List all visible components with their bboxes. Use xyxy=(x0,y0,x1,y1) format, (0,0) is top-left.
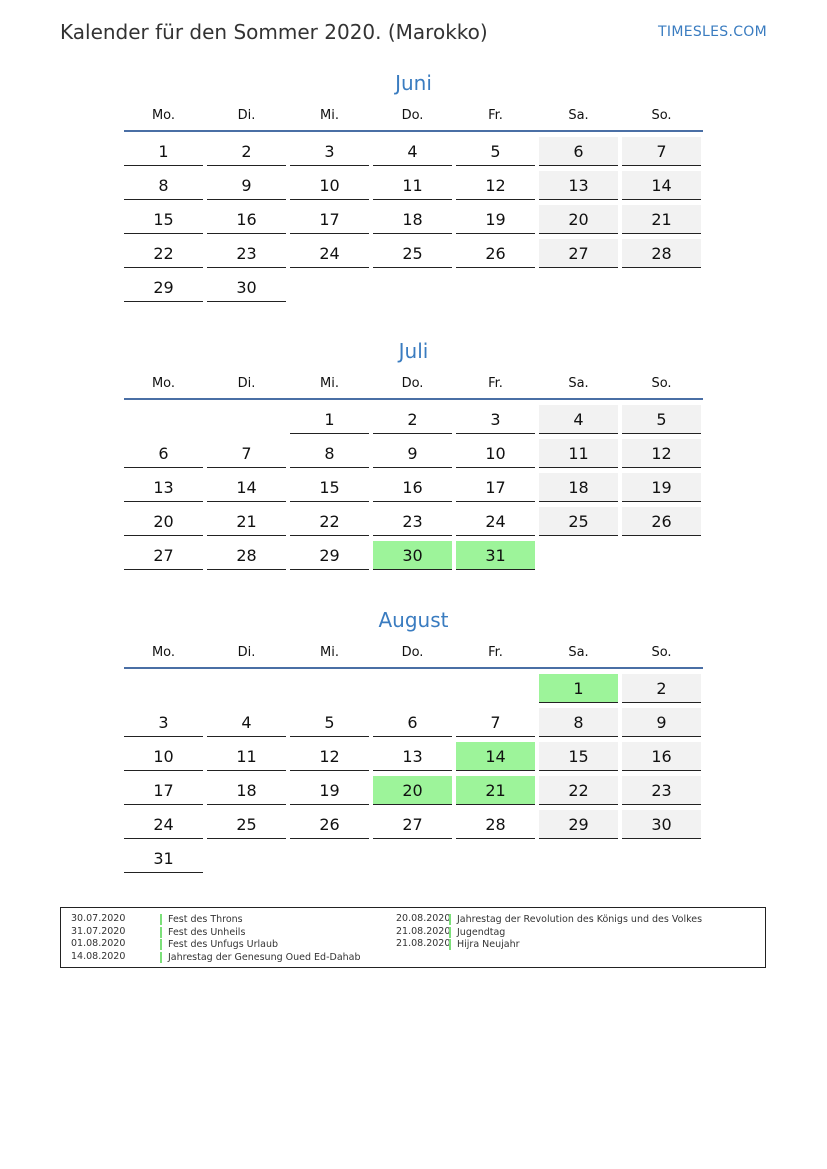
day-cell[interactable]: 17 xyxy=(290,205,369,234)
legend-item xyxy=(71,925,246,939)
day-cell[interactable]: 23 xyxy=(373,507,452,536)
day-cell-holiday[interactable]: 31 xyxy=(456,541,535,570)
day-cell[interactable]: 13 xyxy=(373,742,452,771)
day-cell[interactable]: 17 xyxy=(124,776,203,805)
legend-holiday-name: Fest des Throns xyxy=(160,914,243,925)
weekday-label: Mo. xyxy=(151,645,176,660)
day-cell[interactable]: 12 xyxy=(456,171,535,200)
legend-item xyxy=(396,913,703,926)
day-cell[interactable]: 10 xyxy=(124,742,203,771)
day-cell[interactable]: 6 xyxy=(539,137,618,166)
day-cell[interactable]: 24 xyxy=(290,239,369,268)
legend-holiday-name: Fest des Unfugs Urlaub xyxy=(160,939,278,950)
weekday-label: So. xyxy=(651,376,672,391)
weekday-label: Fr. xyxy=(488,645,503,660)
day-cell[interactable]: 1 xyxy=(290,405,369,434)
weekday-label: Di. xyxy=(237,645,256,660)
day-cell[interactable]: 28 xyxy=(456,810,535,839)
day-cell[interactable]: 28 xyxy=(207,541,286,570)
day-cell[interactable]: 5 xyxy=(456,137,535,166)
day-grid xyxy=(124,405,703,570)
day-cell[interactable]: 29 xyxy=(290,541,369,570)
day-cell[interactable]: 10 xyxy=(290,171,369,200)
empty-cell xyxy=(124,405,203,434)
empty-cell xyxy=(290,674,369,703)
day-cell[interactable]: 7 xyxy=(456,708,535,737)
day-cell[interactable]: 16 xyxy=(207,205,286,234)
weekday-label: Mi. xyxy=(320,645,339,660)
day-cell[interactable]: 25 xyxy=(373,239,452,268)
day-grid xyxy=(124,674,703,873)
day-cell[interactable]: 24 xyxy=(124,810,203,839)
legend-item xyxy=(396,938,520,951)
day-cell[interactable]: 12 xyxy=(622,439,701,468)
legend-date: 30.07.2020 xyxy=(71,913,126,924)
day-cell[interactable]: 3 xyxy=(290,137,369,166)
day-cell[interactable]: 4 xyxy=(373,137,452,166)
day-cell[interactable]: 11 xyxy=(373,171,452,200)
weekday-header xyxy=(124,102,703,132)
day-cell[interactable]: 14 xyxy=(622,171,701,200)
weekday-label: Fr. xyxy=(488,376,503,391)
day-cell[interactable]: 9 xyxy=(207,171,286,200)
day-cell[interactable]: 18 xyxy=(373,205,452,234)
day-cell[interactable]: 8 xyxy=(124,171,203,200)
weekday-label: Fr. xyxy=(488,108,503,123)
empty-cell xyxy=(124,674,203,703)
empty-cell xyxy=(207,674,286,703)
day-cell[interactable]: 16 xyxy=(622,742,701,771)
legend-holiday-name: Jahrestag der Genesung Oued Ed-Dahab xyxy=(160,952,361,963)
legend-item xyxy=(71,913,243,926)
day-cell[interactable]: 2 xyxy=(207,137,286,166)
day-cell[interactable]: 3 xyxy=(124,708,203,737)
day-cell[interactable]: 18 xyxy=(207,776,286,805)
legend-date: 14.08.2020 xyxy=(71,950,126,962)
day-cell[interactable]: 27 xyxy=(373,810,452,839)
month-august xyxy=(124,607,703,873)
day-cell[interactable]: 19 xyxy=(622,473,701,502)
day-cell[interactable]: 30 xyxy=(207,273,286,302)
month-juli xyxy=(124,338,703,570)
weekday-label: Mi. xyxy=(320,108,339,123)
day-cell[interactable]: 29 xyxy=(124,273,203,302)
legend-holiday-name: Jahrestag der Revolution des Königs und des Volkes xyxy=(449,914,702,925)
weekday-label: Di. xyxy=(237,376,256,391)
legend-item xyxy=(396,925,506,939)
day-cell[interactable]: 24 xyxy=(456,507,535,536)
day-cell[interactable]: 15 xyxy=(290,473,369,502)
legend-holiday-name: Jugendtag xyxy=(449,927,505,938)
weekday-label: Sa. xyxy=(568,645,589,660)
legend-column-right xyxy=(396,913,703,951)
weekday-label: Sa. xyxy=(568,376,589,391)
day-cell[interactable]: 13 xyxy=(124,473,203,502)
day-cell[interactable]: 4 xyxy=(207,708,286,737)
day-grid xyxy=(124,137,703,302)
month-juni xyxy=(124,70,703,302)
day-cell-holiday[interactable]: 20 xyxy=(373,776,452,805)
legend-date: 01.08.2020 xyxy=(71,938,126,949)
day-cell[interactable]: 28 xyxy=(622,239,701,268)
day-cell[interactable]: 1 xyxy=(124,137,203,166)
weekday-label: So. xyxy=(651,645,672,660)
day-cell[interactable]: 8 xyxy=(539,708,618,737)
legend-holiday-name: Fest des Unheils xyxy=(160,927,245,938)
day-cell[interactable]: 6 xyxy=(373,708,452,737)
day-cell[interactable]: 21 xyxy=(622,205,701,234)
day-cell[interactable]: 13 xyxy=(539,171,618,200)
empty-cell xyxy=(456,674,535,703)
weekday-label: Di. xyxy=(237,108,256,123)
day-cell[interactable]: 25 xyxy=(207,810,286,839)
day-cell-holiday[interactable]: 21 xyxy=(456,776,535,805)
day-cell[interactable]: 2 xyxy=(622,674,701,703)
empty-cell xyxy=(373,674,452,703)
day-cell[interactable]: 26 xyxy=(290,810,369,839)
day-cell[interactable]: 22 xyxy=(539,776,618,805)
weekday-label: Mo. xyxy=(151,376,176,391)
day-cell[interactable]: 27 xyxy=(124,541,203,570)
day-cell[interactable]: 19 xyxy=(290,776,369,805)
day-cell[interactable]: 12 xyxy=(290,742,369,771)
holiday-legend xyxy=(60,907,766,968)
day-cell[interactable]: 21 xyxy=(207,507,286,536)
day-cell[interactable]: 25 xyxy=(539,507,618,536)
day-cell[interactable]: 6 xyxy=(124,439,203,468)
day-cell[interactable]: 4 xyxy=(539,405,618,434)
weekday-label: Sa. xyxy=(568,108,589,123)
day-cell[interactable]: 23 xyxy=(622,776,701,805)
day-cell[interactable]: 9 xyxy=(373,439,452,468)
weekday-header xyxy=(124,370,703,400)
month-name: Juni xyxy=(395,71,432,95)
day-cell[interactable]: 27 xyxy=(539,239,618,268)
day-cell[interactable]: 5 xyxy=(622,405,701,434)
day-cell[interactable]: 18 xyxy=(539,473,618,502)
day-cell[interactable]: 15 xyxy=(539,742,618,771)
day-cell[interactable]: 2 xyxy=(373,405,452,434)
day-cell[interactable]: 10 xyxy=(456,439,535,468)
day-cell[interactable]: 30 xyxy=(622,810,701,839)
month-name: Juli xyxy=(398,339,429,363)
legend-date: 21.08.2020 xyxy=(396,925,451,937)
legend-date: 20.08.2020 xyxy=(396,913,451,924)
legend-column-left xyxy=(71,913,361,963)
weekday-label: Mi. xyxy=(320,376,339,391)
day-cell[interactable]: 22 xyxy=(124,239,203,268)
day-cell[interactable]: 8 xyxy=(290,439,369,468)
legend-date: 31.07.2020 xyxy=(71,925,126,937)
legend-item xyxy=(71,950,361,964)
day-cell[interactable]: 23 xyxy=(207,239,286,268)
weekday-label: Do. xyxy=(401,376,424,391)
day-cell[interactable]: 15 xyxy=(124,205,203,234)
day-cell[interactable]: 11 xyxy=(207,742,286,771)
day-cell[interactable]: 3 xyxy=(456,405,535,434)
weekday-label: Do. xyxy=(401,645,424,660)
legend-date: 21.08.2020 xyxy=(396,938,451,949)
day-cell[interactable]: 26 xyxy=(456,239,535,268)
day-cell-holiday[interactable]: 30 xyxy=(373,541,452,570)
empty-cell xyxy=(207,405,286,434)
day-cell[interactable]: 5 xyxy=(290,708,369,737)
legend-item xyxy=(71,938,279,951)
day-cell[interactable]: 7 xyxy=(622,137,701,166)
day-cell[interactable]: 20 xyxy=(124,507,203,536)
brand-logo-text[interactable]: TIMESLES.COM xyxy=(658,24,767,40)
weekday-label: Do. xyxy=(401,108,424,123)
day-cell[interactable]: 31 xyxy=(124,844,203,873)
weekday-label: So. xyxy=(651,108,672,123)
day-cell[interactable]: 29 xyxy=(539,810,618,839)
day-cell[interactable]: 20 xyxy=(539,205,618,234)
day-cell[interactable]: 7 xyxy=(207,439,286,468)
page-title: Kalender für den Sommer 2020. (Marokko) xyxy=(60,20,488,44)
day-cell[interactable]: 9 xyxy=(622,708,701,737)
legend-holiday-name: Hijra Neujahr xyxy=(449,939,520,950)
day-cell[interactable]: 22 xyxy=(290,507,369,536)
day-cell[interactable]: 14 xyxy=(207,473,286,502)
weekday-header xyxy=(124,639,703,669)
day-cell-holiday[interactable]: 14 xyxy=(456,742,535,771)
month-name: August xyxy=(378,608,449,632)
day-cell[interactable]: 11 xyxy=(539,439,618,468)
weekday-label: Mo. xyxy=(151,108,176,123)
day-cell[interactable]: 26 xyxy=(622,507,701,536)
day-cell-holiday[interactable]: 1 xyxy=(539,674,618,703)
day-cell[interactable]: 16 xyxy=(373,473,452,502)
day-cell[interactable]: 17 xyxy=(456,473,535,502)
day-cell[interactable]: 19 xyxy=(456,205,535,234)
